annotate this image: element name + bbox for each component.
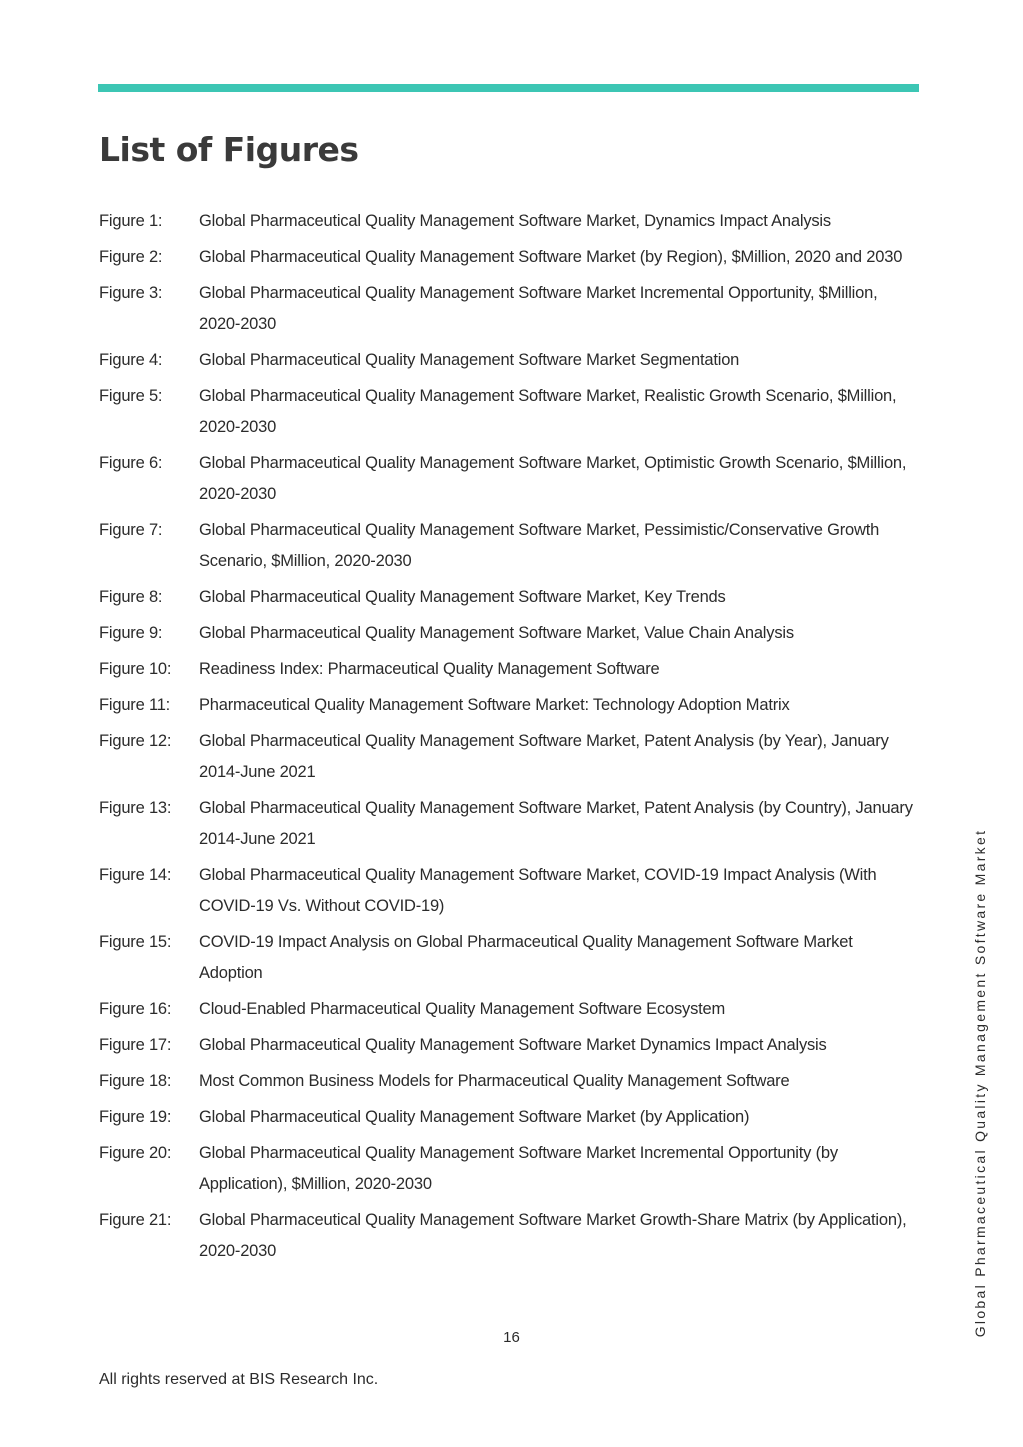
figure-number: Figure 9: <box>99 624 163 642</box>
figure-number: Figure 2: <box>99 248 163 266</box>
figure-number: Figure 20: <box>99 1144 172 1162</box>
figure-title: Global Pharmaceutical Quality Management Software Market Incremental Opportunity, $Million, 2020-2030 <box>199 284 878 333</box>
figure-number: Figure 3: <box>99 284 163 302</box>
figure-title: Most Common Business Models for Pharmaceutical Quality Management Software <box>199 1072 790 1090</box>
page-number: 16 <box>503 1329 520 1346</box>
figure-list-item <box>99 582 919 613</box>
figure-title: Global Pharmaceutical Quality Management Software Market Growth-Share Matrix (by Application), 2020-2030 <box>199 1211 907 1260</box>
figure-list-item <box>99 448 919 510</box>
figure-list-item <box>99 860 919 922</box>
figure-list-item <box>99 618 919 649</box>
figure-number: Figure 15: <box>99 933 172 951</box>
figure-number: Figure 11: <box>99 696 171 714</box>
figure-title: Global Pharmaceutical Quality Management Software Market, Dynamics Impact Analysis <box>199 212 831 230</box>
figure-title: Global Pharmaceutical Quality Management Software Market, Value Chain Analysis <box>199 624 794 642</box>
figure-list-item <box>99 278 919 340</box>
figure-list-item <box>99 927 919 989</box>
figure-title: Global Pharmaceutical Quality Management Software Market (by Application) <box>199 1108 750 1126</box>
figure-list <box>99 206 919 1272</box>
side-running-title: Global Pharmaceutical Quality Management Software Market <box>972 828 988 1338</box>
figure-title: Global Pharmaceutical Quality Management Software Market Incremental Opportunity (by Application), $Million, 2020-2030 <box>199 1144 838 1193</box>
figure-list-item <box>99 1030 919 1061</box>
figure-number: Figure 5: <box>99 387 163 405</box>
figure-list-item <box>99 1205 919 1267</box>
figure-number: Figure 17: <box>99 1036 172 1054</box>
figure-number: Figure 19: <box>99 1108 172 1126</box>
figure-number: Figure 8: <box>99 588 163 606</box>
figure-title: Global Pharmaceutical Quality Management Software Market, Optimistic Growth Scenario, $Million, 2020-2030 <box>199 454 907 503</box>
figure-number: Figure 10: <box>99 660 172 678</box>
figure-list-item <box>99 690 919 721</box>
figure-title: Global Pharmaceutical Quality Management Software Market, Pessimistic/Conservative Growth Scenario, $Million, 2020-2030 <box>199 521 880 570</box>
figure-title: Readiness Index: Pharmaceutical Quality Management Software <box>199 660 660 678</box>
figure-list-item <box>99 515 919 577</box>
figure-list-item <box>99 242 919 273</box>
figure-number: Figure 1: <box>99 212 163 230</box>
page-title: List of Figures <box>99 130 359 169</box>
figure-title: Cloud-Enabled Pharmaceutical Quality Management Software Ecosystem <box>199 1000 726 1018</box>
figure-list-item <box>99 206 919 237</box>
figure-list-item <box>99 381 919 443</box>
figure-list-item <box>99 1102 919 1133</box>
figure-number: Figure 7: <box>99 521 163 539</box>
figure-list-item <box>99 654 919 685</box>
figure-title: Global Pharmaceutical Quality Management Software Market, Key Trends <box>199 588 726 606</box>
figure-title: Global Pharmaceutical Quality Management Software Market, COVID-19 Impact Analysis (With COVID-19 Vs. Without COVID-19) <box>199 866 877 915</box>
footer-copyright: All rights reserved at BIS Research Inc. <box>99 1371 379 1388</box>
figure-number: Figure 13: <box>99 799 172 817</box>
figure-list-item <box>99 345 919 376</box>
figure-list-item <box>99 726 919 788</box>
figure-title: Global Pharmaceutical Quality Management Software Market, Patent Analysis (by Year), January 2014-June 2021 <box>199 732 889 781</box>
figure-list-item <box>99 1066 919 1097</box>
figure-title: COVID-19 Impact Analysis on Global Pharmaceutical Quality Management Software Market Adoption <box>199 933 853 982</box>
figure-title: Pharmaceutical Quality Management Software Market: Technology Adoption Matrix <box>199 696 790 714</box>
figure-list-item <box>99 994 919 1025</box>
figure-title: Global Pharmaceutical Quality Management Software Market Segmentation <box>199 351 740 369</box>
figure-number: Figure 4: <box>99 351 163 369</box>
figure-title: Global Pharmaceutical Quality Management Software Market Dynamics Impact Analysis <box>199 1036 827 1054</box>
figure-number: Figure 18: <box>99 1072 172 1090</box>
figure-list-item <box>99 793 919 855</box>
figure-title: Global Pharmaceutical Quality Management Software Market, Realistic Growth Scenario, $Million, 2020-2030 <box>199 387 897 436</box>
figure-number: Figure 12: <box>99 732 172 750</box>
figure-number: Figure 6: <box>99 454 163 472</box>
figure-number: Figure 14: <box>99 866 172 884</box>
figure-title: Global Pharmaceutical Quality Management Software Market, Patent Analysis (by Country), January 2014-June 2021 <box>199 799 913 848</box>
header-accent-rule <box>98 84 919 92</box>
figure-number: Figure 21: <box>99 1211 172 1229</box>
figure-title: Global Pharmaceutical Quality Management Software Market (by Region), $Million, 2020 and 2030 <box>199 248 903 266</box>
figure-number: Figure 16: <box>99 1000 172 1018</box>
figure-list-item <box>99 1138 919 1200</box>
